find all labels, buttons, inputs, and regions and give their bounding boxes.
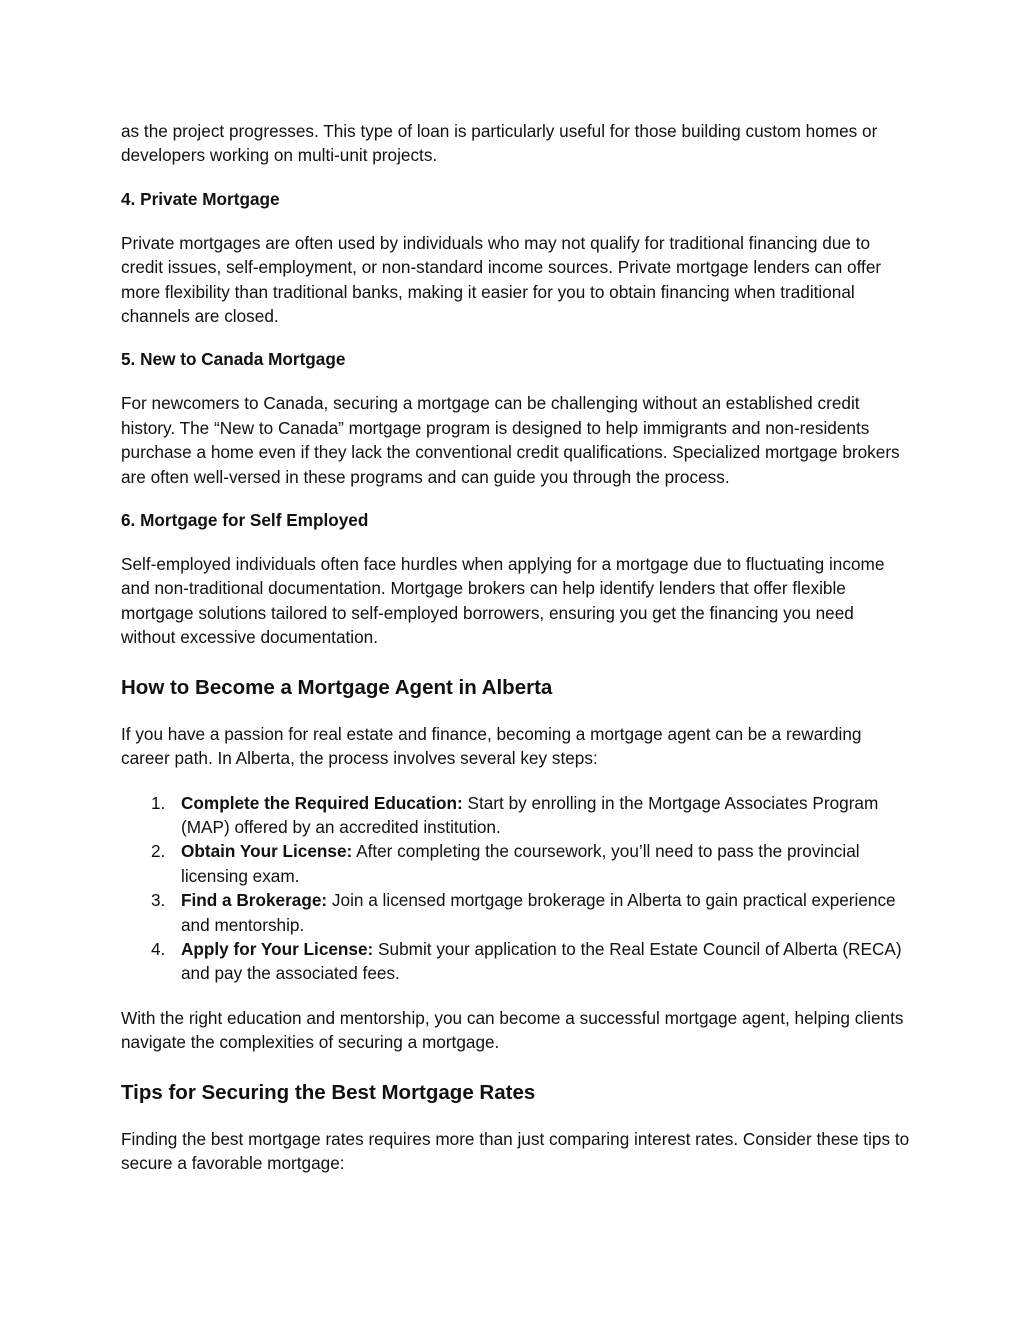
section-heading-new-to-canada: 5. New to Canada Mortgage bbox=[121, 349, 346, 370]
document-page bbox=[121, 119, 911, 1175]
list-item bbox=[121, 839, 911, 888]
list-item bbox=[121, 888, 911, 937]
list-item-text: Submit your application to the Real Estate Council of Alberta (RECA) and pay the associated fees. bbox=[181, 938, 902, 984]
section-body-new-to-canada: For newcomers to Canada, securing a mortgage can be challenging without an established credit history. The “New to Canada” mortgage program is designed to help immigrants and non-residents purchase a home even if they lack the conventional credit qualifications. Specialized mortgage brokers are often well-versed in these programs and can guide you through the process. bbox=[121, 393, 900, 487]
list-item-number: 1. bbox=[151, 792, 166, 813]
tips-section-heading: Tips for Securing the Best Mortgage Rates bbox=[121, 1080, 536, 1104]
list-item bbox=[121, 937, 911, 986]
agent-steps-list bbox=[121, 791, 911, 986]
list-item-number: 4. bbox=[151, 938, 166, 959]
intro-paragraph: as the project progresses. This type of loan is particularly useful for those building custom homes or developers working on multi-unit projects. bbox=[121, 121, 878, 166]
list-item-number: 2. bbox=[151, 841, 166, 862]
list-item-title: Complete the Required Education: bbox=[181, 792, 463, 813]
agent-section-intro: If you have a passion for real estate and finance, becoming a mortgage agent can be a rewarding career path. In Alberta, the process involves several key steps: bbox=[121, 723, 862, 769]
section-body-private-mortgage: Private mortgages are often used by individuals who may not qualify for traditional financing due to credit issues, self-employment, or non-standard income sources. Private mortgage lenders can offer more flexibility than traditional banks, making it easier for you to obtain financing when traditional channels are closed. bbox=[121, 232, 882, 327]
list-item-text: Join a licensed mortgage brokerage in Alberta to gain practical experience and mentorship. bbox=[181, 890, 896, 935]
section-heading-private-mortgage: 4. Private Mortgage bbox=[121, 188, 280, 209]
section-body-self-employed: Self-employed individuals often face hurdles when applying for a mortgage due to fluctuating income and non-traditional documentation. Mortgage brokers can help identify lenders that offer flexible mortgage solutions tailored to self-employed borrowers, ensuring you get the financing you need without excessive documentation. bbox=[121, 554, 885, 648]
agent-section-closing: With the right education and mentorship, you can become a successful mortgage agent, helping clients navigate the complexities of securing a mortgage. bbox=[121, 1007, 904, 1053]
tips-section-intro: Finding the best mortgage rates requires more than just comparing interest rates. Consider these tips to secure a favorable mortgage: bbox=[121, 1128, 910, 1173]
list-item-title: Apply for Your License: bbox=[181, 938, 374, 959]
section-heading-self-employed: 6. Mortgage for Self Employed bbox=[121, 510, 369, 531]
list-item-number: 3. bbox=[151, 890, 166, 911]
list-item-text: After completing the coursework, you’ll need to pass the provincial licensing exam. bbox=[181, 841, 860, 886]
agent-section-heading: How to Become a Mortgage Agent in Alberta bbox=[121, 675, 553, 699]
list-item-title: Obtain Your License: bbox=[181, 841, 353, 862]
list-item-title: Find a Brokerage: bbox=[181, 890, 328, 911]
list-item bbox=[121, 791, 911, 840]
list-item-text: Start by enrolling in the Mortgage Associates Program (MAP) offered by an accredited institution. bbox=[181, 792, 879, 837]
